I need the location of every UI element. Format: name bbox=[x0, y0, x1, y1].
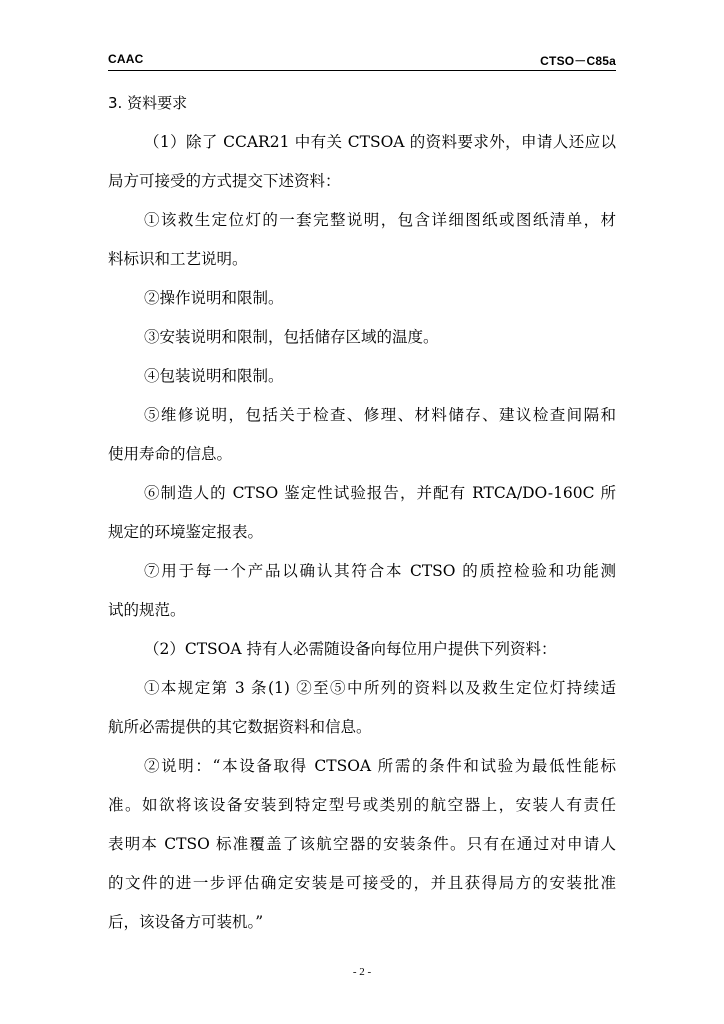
page-number: - 2 - bbox=[352, 966, 372, 978]
paragraph-line: ③安装说明和限制，包括储存区域的温度。 bbox=[144, 328, 439, 346]
document-body bbox=[108, 84, 616, 942]
paragraph-line: 后，该设备方可装机。” bbox=[108, 913, 264, 931]
header-rule bbox=[108, 70, 616, 71]
paragraph-line: ②说明：“本设备取得 CTSOA 所需的条件和试验为最低性能标 bbox=[144, 757, 616, 775]
paragraph-line: 使用寿命的信息。 bbox=[108, 445, 233, 463]
paragraph-line: ②操作说明和限制。 bbox=[144, 289, 284, 307]
paragraph-line: 规定的环境鉴定报表。 bbox=[108, 523, 264, 541]
paragraph-line: 局方可接受的方式提交下述资料： bbox=[108, 172, 341, 190]
paragraph-line: 表明本 CTSO 标准覆盖了该航空器的安装条件。只有在通过对申请人 bbox=[108, 835, 616, 853]
header-document-id: CTSO－C85a bbox=[540, 54, 616, 68]
paragraph-line: ①本规定第 3 条(1) ②至⑤中所列的资料以及救生定位灯持续适 bbox=[144, 679, 616, 697]
paragraph-line: 试的规范。 bbox=[108, 601, 186, 619]
paragraph-line: ⑥制造人的 CTSO 鉴定性试验报告，并配有 RTCA/DO-160C 所 bbox=[144, 484, 616, 502]
paragraph-line: ⑤维修说明，包括关于检查、修理、材料储存、建议检查间隔和 bbox=[144, 406, 616, 424]
paragraph-line: ①该救生定位灯的一套完整说明，包含详细图纸或图纸清单，材 bbox=[144, 211, 616, 229]
paragraph-line: 的文件的进一步评估确定安装是可接受的，并且获得局方的安装批准 bbox=[108, 874, 616, 892]
paragraph-line: ⑦用于每一个产品以确认其符合本 CTSO 的质控检验和功能测 bbox=[144, 562, 616, 580]
paragraph-line: （2）CTSOA 持有人必需随设备向每位用户提供下列资料： bbox=[144, 640, 557, 658]
header-org-code: CAAC bbox=[108, 52, 144, 66]
paragraph-line: ④包装说明和限制。 bbox=[144, 367, 284, 385]
paragraph-line: 料标识和工艺说明。 bbox=[108, 250, 248, 268]
paragraph-line: 航所必需提供的其它数据资料和信息。 bbox=[108, 718, 372, 736]
paragraph-line: 准。如欲将该设备安装到特定型号或类别的航空器上，安装人有责任 bbox=[108, 796, 616, 814]
paragraph-line: （1）除了 CCAR21 中有关 CTSOA 的资料要求外，申请人还应以 bbox=[144, 133, 616, 151]
section-title: 3. 资料要求 bbox=[108, 94, 188, 112]
